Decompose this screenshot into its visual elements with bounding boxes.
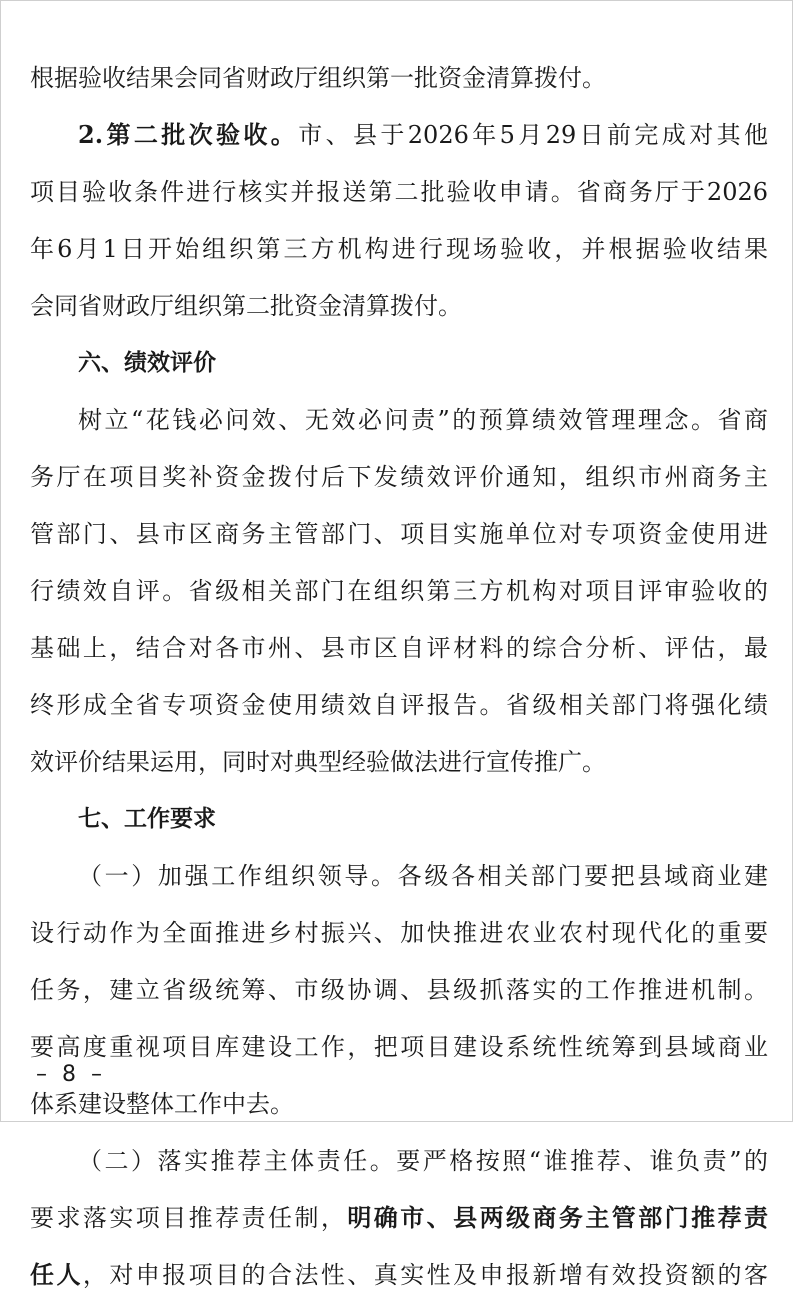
body-line: 终形成全省专项资金使用绩效自评报告。省级相关部门将强化绩 xyxy=(30,691,768,719)
body-line: 会同省财政厅组织第二批资金清算拨付。 xyxy=(30,292,462,320)
body-line: （二）落实推荐主体责任。要严格按照“谁推荐、谁负责”的 xyxy=(78,1147,768,1175)
body-line: 管部门、县市区商务主管部门、项目实施单位对专项资金使用进 xyxy=(30,520,768,548)
body-line: 行绩效自评。省级相关部门在组织第三方机构对项目评审验收的 xyxy=(30,577,768,605)
document-page xyxy=(30,58,768,1312)
body-line: 项目验收条件进行核实并报送第二批验收申请。省商务厅于2026 xyxy=(30,178,768,206)
body-line: 根据验收结果会同省财政厅组织第一批资金清算拨付。 xyxy=(30,64,606,92)
body-line: 任务，建立省级统筹、市级协调、县级抓落实的工作推进机制。 xyxy=(30,976,768,1004)
section-heading: 七、工作要求 xyxy=(78,806,216,832)
subsection-label: 2.第二批次验收。 xyxy=(78,120,299,149)
body-text: 市、县于2026年5月29日前完成对其他 xyxy=(298,121,768,149)
body-line: 体系建设整体工作中去。 xyxy=(30,1090,294,1118)
body-line: 设行动作为全面推进乡村振兴、加快推进农业农村现代化的重要 xyxy=(30,919,768,947)
body-text: 要求落实项目推荐责任制， xyxy=(30,1204,348,1232)
body-line: 年6月1日开始组织第三方机构进行现场验收，并根据验收结果 xyxy=(30,235,768,263)
body-line: 务厅在项目奖补资金拨付后下发绩效评价通知，组织市州商务主 xyxy=(30,463,768,491)
emphasis-text: 任人 xyxy=(30,1260,83,1289)
body-line xyxy=(30,1255,768,1312)
body-text: ，对申报项目的合法性、真实性及申报新增有效投资额的客 xyxy=(82,1261,768,1289)
body-line xyxy=(30,115,768,172)
body-line: （一）加强工作组织领导。各级各相关部门要把县域商业建 xyxy=(78,862,768,890)
section-heading: 六、绩效评价 xyxy=(78,350,216,376)
body-line: 要高度重视项目库建设工作，把项目建设系统性统筹到县域商业 xyxy=(30,1033,768,1061)
page-number: – 8 – xyxy=(36,1062,106,1087)
body-line: 树立“花钱必问效、无效必问责”的预算绩效管理理念。省商 xyxy=(78,406,768,434)
body-line: 基础上，结合对各市州、县市区自评材料的综合分析、评估，最 xyxy=(30,634,768,662)
body-line xyxy=(30,1198,768,1255)
body-line: 效评价结果运用，同时对典型经验做法进行宣传推广。 xyxy=(30,748,606,776)
emphasis-text: 明确市、县两级商务主管部门推荐责 xyxy=(347,1203,769,1232)
